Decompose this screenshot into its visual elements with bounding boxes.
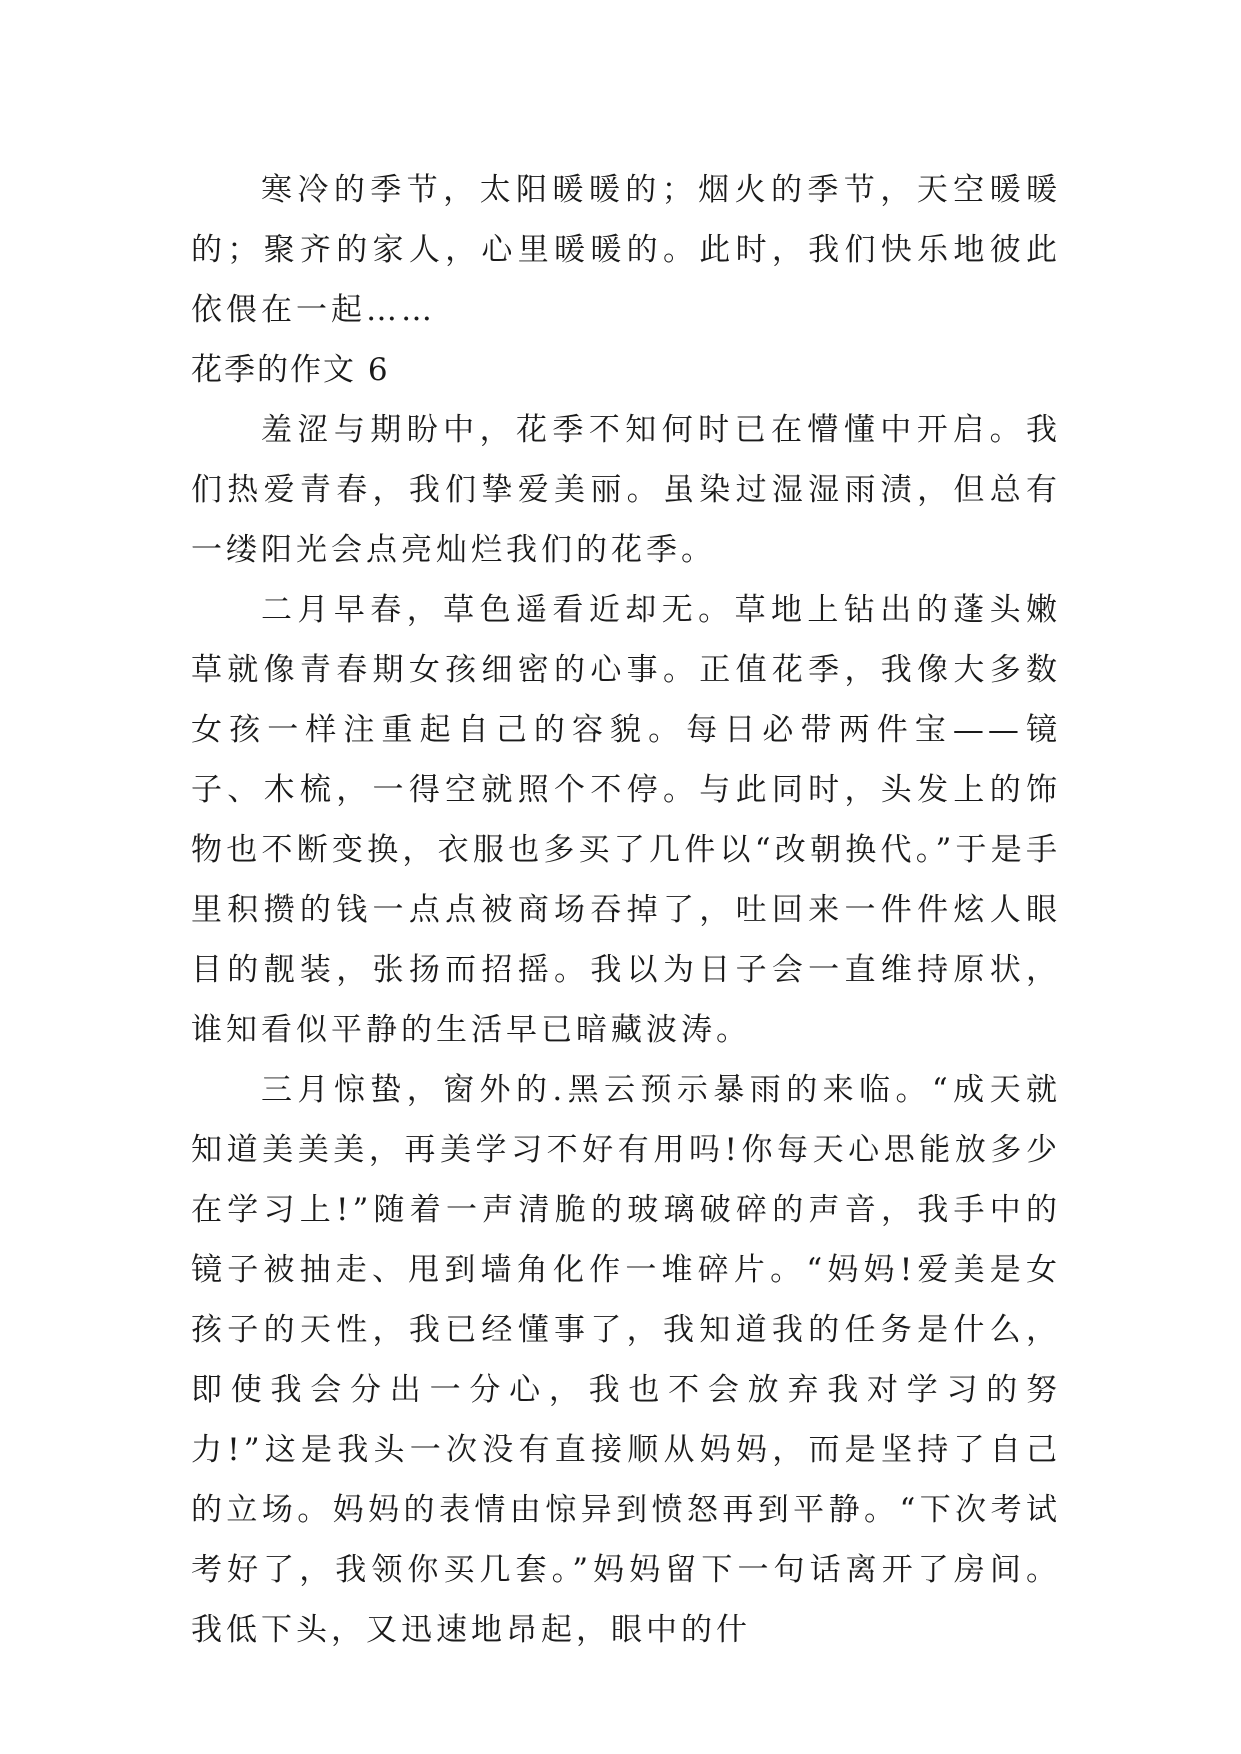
paragraph-4: 三月惊蛰，窗外的.黑云预示暴雨的来临。“成天就知道美美美，再美学习不好有用吗!你每天心思能放多少在学习上!”随着一声清脆的玻璃破碎的声音，我手中的镜子被抽走、甩到墙角化作一堆碎片。“妈妈!爱美是女孩子的天性，我已经懂事了，我知道我的任务是什么，即使我会分出一分心，我也不会放弃我对学习的努力!”这是我头一次没有直接顺从妈妈，而是坚持了自己的立场。妈妈的表情由惊异到愤怒再到平静。“下次考试考好了，我领你买几套。”妈妈留下一句话离开了房间。我低下头，又迅速地昂起，眼中的什 <box>191 1072 1061 1648</box>
section-title: 花季的作文 6 <box>191 352 390 388</box>
paragraph-3: 二月早春，草色遥看近却无。草地上钻出的蓬头嫩草就像青春期女孩细密的心事。正值花季，我像大多数女孩一样注重起自己的容貌。每日必带两件宝——镜子、木梳，一得空就照个不停。与此同时，头发上的饰物也不断变换，衣服也多买了几件以“改朝换代。”于是手里积攒的钱一点点被商场吞掉了，吐回来一件件炫人眼目的靓装，张扬而招摇。我以为日子会一直维持原状，谁知看似平静的生活早已暗藏波涛。 <box>191 592 1061 1048</box>
paragraph-1: 寒冷的季节，太阳暖暖的；烟火的季节，天空暖暖的；聚齐的家人，心里暖暖的。此时，我们快乐地彼此依偎在一起…… <box>191 172 1061 328</box>
document-page <box>191 160 1061 1660</box>
paragraph-2: 羞涩与期盼中，花季不知何时已在懵懂中开启。我们热爱青春，我们挚爱美丽。虽染过湿湿雨渍，但总有一缕阳光会点亮灿烂我们的花季。 <box>191 412 1061 568</box>
